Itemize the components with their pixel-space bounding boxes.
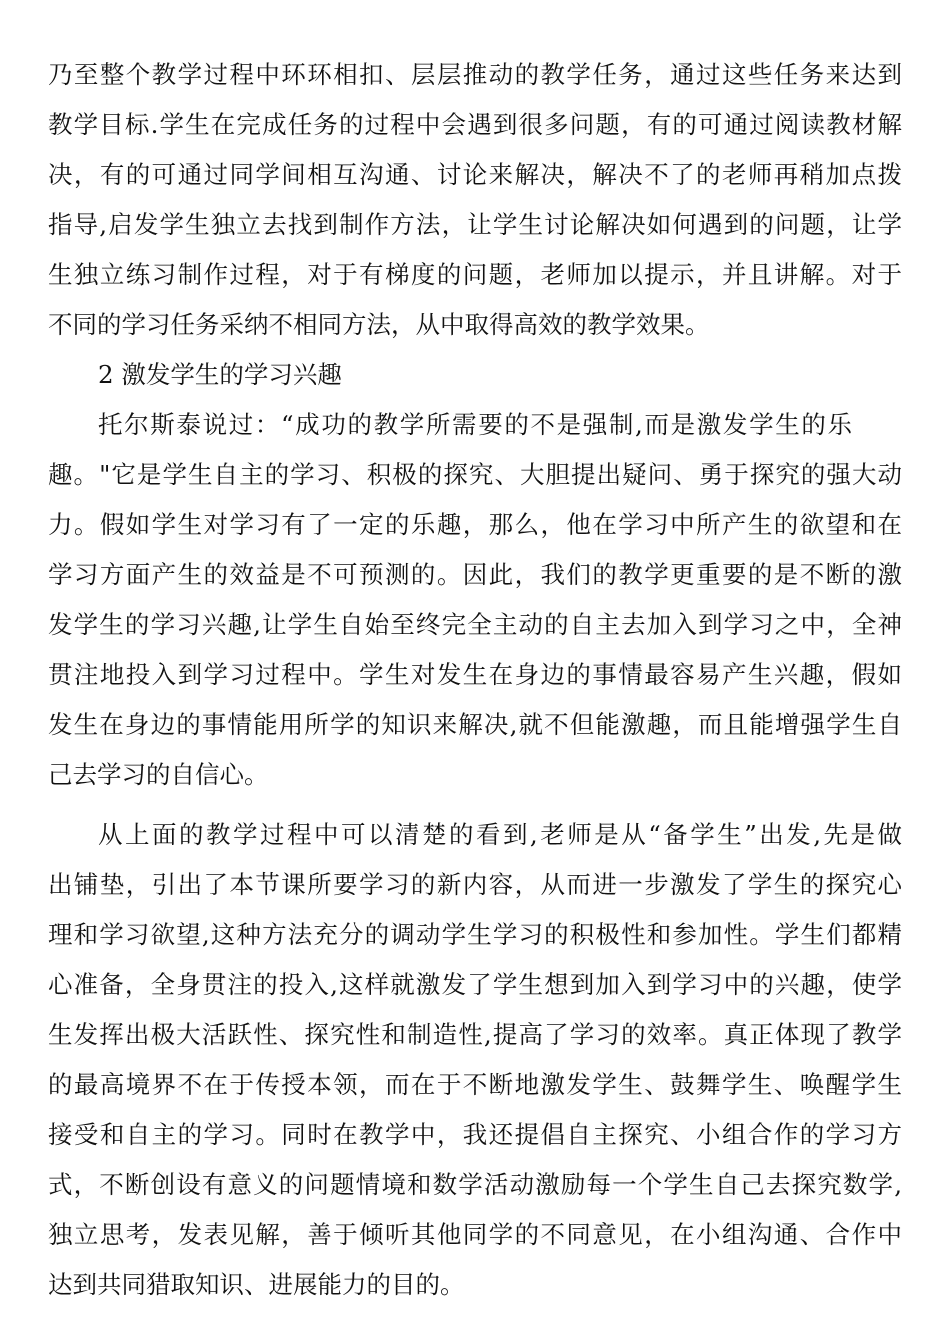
- text-line: 不同的学习任务采纳不相同方法，从中取得高效的教学效果。: [48, 310, 710, 339]
- text-line: 乃至整个教学过程中环环相扣、层层推动的教学任务，通过这些任务来达到: [48, 60, 902, 89]
- text-line: 力。假如学生对学习有了一定的乐趣，那么，他在学习中所产生的欲望和在: [48, 510, 902, 539]
- text-line: 贯注地投入到学习过程中。学生对发生在身边的事情最容易产生兴趣，假如: [48, 660, 902, 689]
- text-line: 生发挥出极大活跃性、探究性和制造性,提高了学习的效率。真正体现了教学: [48, 1020, 902, 1049]
- text-line: 发生在身边的事情能用所学的知识来解决,就不但能激趣，而且能增强学生自: [48, 710, 902, 739]
- text-line: 教学目标.学生在完成任务的过程中会遇到很多问题，有的可通过阅读教材解: [48, 110, 902, 139]
- text-line: 从上面的教学过程中可以清楚的看到,老师是从“备学生”出发,先是做: [98, 820, 902, 849]
- text-line: 趣。"它是学生自主的学习、积极的探究、大胆提出疑问、勇于探究的强大动: [48, 460, 902, 489]
- text-line: 指导,启发学生独立去找到制作方法，让学生讨论解决如何遇到的问题，让学: [48, 210, 902, 239]
- text-line: 托尔斯泰说过：“成功的教学所需要的不是强制,而是激发学生的乐: [98, 410, 852, 439]
- text-line: 学习方面产生的效益是不可预测的。因此，我们的教学更重要的是不断的激: [48, 560, 902, 589]
- text-line: 己去学习的自信心。: [48, 760, 269, 789]
- text-line: 达到共同猎取知识、进展能力的目的。: [48, 1270, 465, 1299]
- section-heading: 2 激发学生的学习兴趣: [98, 360, 342, 389]
- text-line: 生独立练习制作过程，对于有梯度的问题，老师加以提示，并且讲解。对于: [48, 260, 902, 289]
- text-line: 发学生的学习兴趣,让学生自始至终完全主动的自主去加入到学习之中，全神: [48, 610, 902, 639]
- text-line: 独立思考，发表见解，善于倾听其他同学的不同意见，在小组沟通、合作中: [48, 1220, 902, 1249]
- text-line: 理和学习欲望,这种方法充分的调动学生学习的积极性和参加性。学生们都精: [48, 920, 902, 949]
- text-line: 出铺垫，引出了本节课所要学习的新内容，从而进一步激发了学生的探究心: [48, 870, 902, 899]
- text-line: 决，有的可通过同学间相互沟通、讨论来解决，解决不了的老师再稍加点拨: [48, 160, 902, 189]
- text-line: 心准备，全身贯注的投入,这样就激发了学生想到加入到学习中的兴趣，使学: [48, 970, 902, 999]
- text-line: 的最高境界不在于传授本领，而在于不断地激发学生、鼓舞学生、唤醒学生: [48, 1070, 902, 1099]
- text-line: 接受和自主的学习。同时在教学中，我还提倡自主探究、小组合作的学习方: [48, 1120, 902, 1149]
- text-line: 式，不断创设有意义的问题情境和数学活动激励每一个学生自己去探究数学,: [48, 1170, 902, 1199]
